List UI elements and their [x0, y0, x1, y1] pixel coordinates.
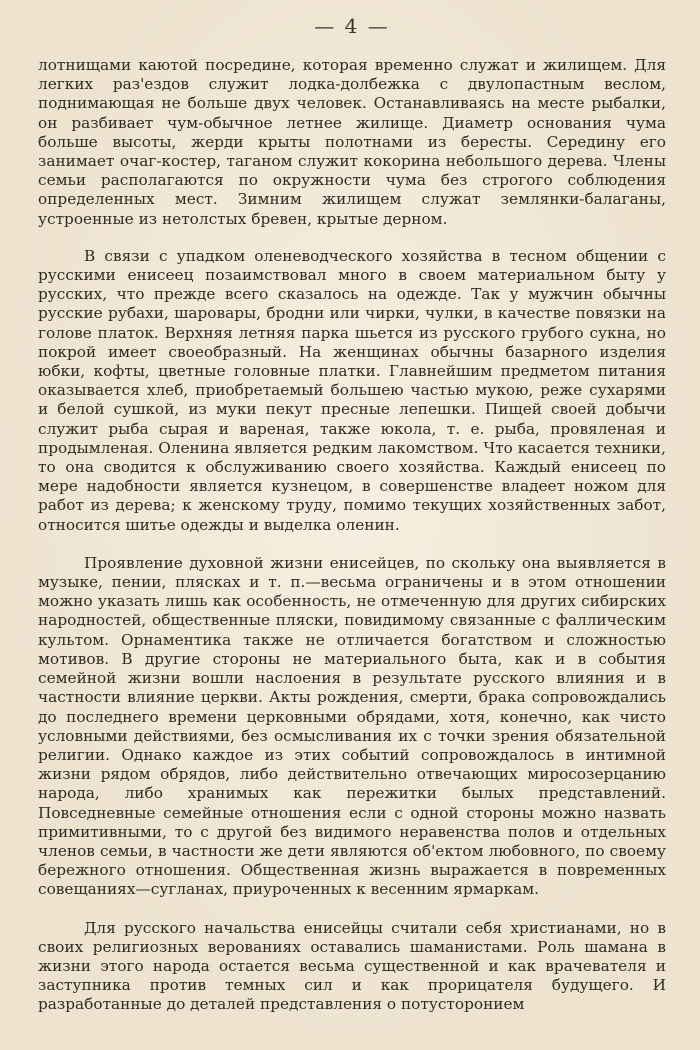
page-number: — 4 — [314, 14, 390, 38]
paragraph-religion: Для русского начальства енисейцы считали себя христианами, но в своих религиозных верованиях оставались шаманистами. Роль шамана в жизни этого народа остается весьма существенной и как врачевателя и заступника против темных сил и как прорицателя будущего. И разработанные до деталей представления о потусторонием [38, 918, 666, 1014]
paragraph-dwellings: лотнищами каютой посредине, которая временно служат и жилищем. Для легких раз'ездов служит лодка-долбежка с двулопастным веслом, поднимающая не больше двух человек. Останавливаясь на месте рыбалки, он разбивает чум-обычное летнее жилище. Диаметр основания чума больше высоты, жерди крыты полотнами из бересты. Середину его занимает очаг-костер, таганом служит кокорина небольшого дерева. Члены семьи располагаются по окружности чума без строгого соблюдения определенных мест. Зимним жилищем служат землянки-балаганы, устроенные из нетолстых бревен, крытые дерном. [38, 56, 666, 228]
paragraph-spiritual-life: Проявление духовной жизни енисейцев, по скольку она выявляется в музыке, пении, плясках и т. п.—весьма ограничены и в этом отношении можно указать лишь как особенность, не отмеченную для других сибирских народностей, общественные пляски, повидимому связанные с фаллическим культом. Орнаментика также не отличается богатством и сложностью мотивов. В другие стороны не материального быта, как и в события семейной жизни вошли наслоения в результате русского влияния и в частности влияние церкви. Акты рождения, смерти, брака сопровождались до последнего времени церковными обрядами, хотя, конечно, как чисто условными действиями, без осмысливания их с точки зрения обязательной религии. Однако каждое из этих событий сопровождалось в интимной жизни рядом обрядов, либо действительно отвечающих миросозерцанию народа, либо хранимых как пережитки былых представлений. Повседневные семейные отношения если с одной стороны можно назвать примитивными, то с другой без видимого неравенства полов и отдельных членов семьи, в частности же дети являются об'ектом любовного, по своему бережного отношения. Общественная жизнь выражается в повременных совещаниях—сугланах, приуроченных к весенним ярмаркам. [38, 553, 666, 899]
paragraph-material-culture: В связи с упадком оленеводческого хозяйства в тесном общении с русскими енисеец позаимствовал много в своем материальном быту у русских, что прежде всего сказалось на одежде. Так у мужчин обычны русские рубахи, шаровары, бродни или чирки, чулки, в качестве повязки на голове платок. Верхняя летняя парка шьется из русского грубого сукна, но покрой имеет своеобразный. На женщинах обычны базарного изделия юбки, кофты, цветные головные платки. Главнейшим предметом питания оказывается хлеб, приобретаемый большею частью мукою, реже сухарями и белой сушкой, из муки пекут пресные лепешки. Пищей своей добычи служит рыба сырая и вареная, также юкола, т. е. рыба, провяленая и продымленая. Оленина является редким лакомством. Что касается техники, то она сводится к обслуживанию своего хозяйства. Каждый енисеец по мере надобности является кузнецом, в совершенстве владеет ножом для работ из дерева; к женскому труду, помимо текущих хозяйственных забот, относится шитье одежды и выделка оленин. [38, 246, 666, 534]
